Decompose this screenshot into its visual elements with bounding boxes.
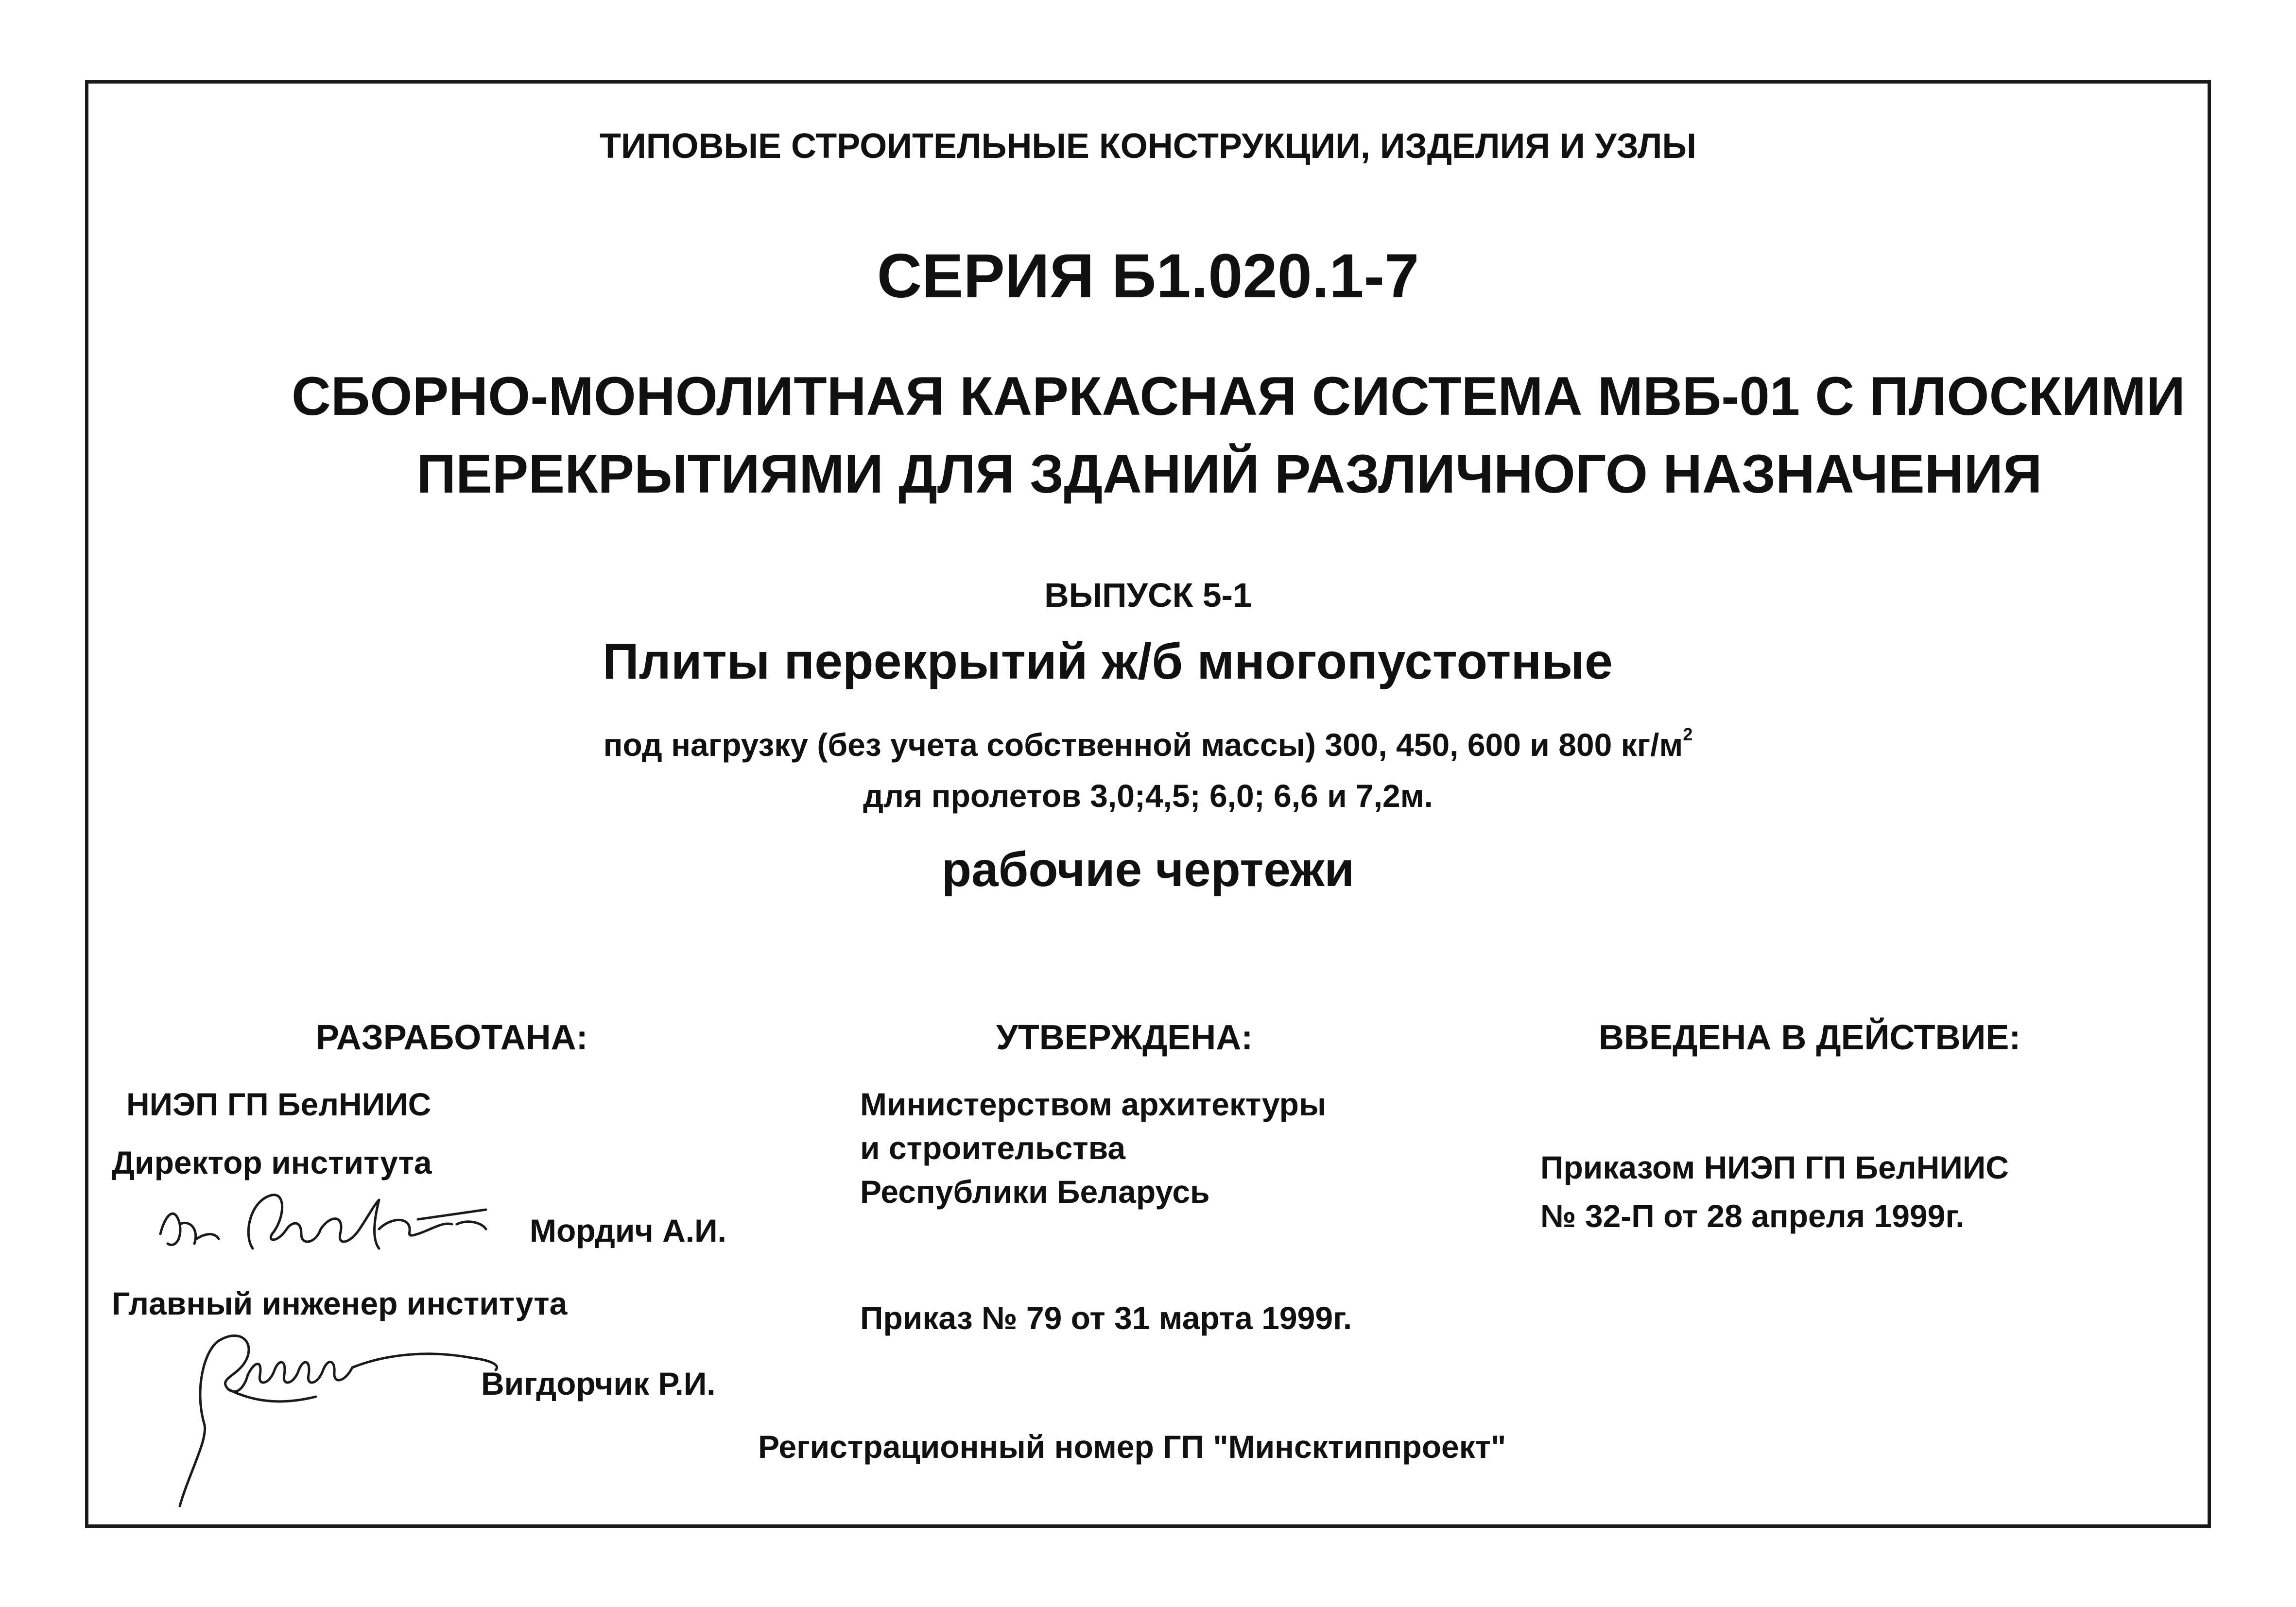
series-title: СЕРИЯ Б1.020.1-7: [877, 241, 1419, 311]
enacted-line-2: № 32-П от 28 апреля 1999г.: [1540, 1198, 1965, 1234]
span-line: для пролетов 3,0;4,5; 6,0; 6,6 и 7,2м.: [863, 778, 1433, 814]
approved-line-2: и строительства: [860, 1130, 1126, 1166]
approved-order: Приказ № 79 от 31 марта 1999г.: [860, 1300, 1352, 1336]
approved-line-3: Республики Беларусь: [860, 1174, 1210, 1210]
registration-number: Регистрационный номер ГП "Минсктиппроект": [758, 1429, 1506, 1465]
chief-engineer-name: Вигдорчик Р.И.: [481, 1366, 716, 1402]
issue-number: ВЫПУСК 5-1: [1044, 576, 1252, 614]
system-title-line-1: СБОРНО-МОНОЛИТНАЯ КАРКАСНАЯ СИСТЕМА МВБ-01 С ПЛОСКИМИ: [292, 366, 2185, 427]
approved-line-1: Министерством архитектуры: [860, 1086, 1327, 1122]
enacted-line-1: Приказом НИЭП ГП БелНИИС: [1540, 1149, 2009, 1185]
approved-heading: УТВЕРЖДЕНА:: [996, 1018, 1253, 1057]
drawings-label: рабочие чертежи: [941, 842, 1355, 897]
chief-engineer-signature: [160, 1312, 510, 1516]
load-line: [0, 724, 2296, 763]
developer-organization: НИЭП ГП БелНИИС: [126, 1086, 432, 1122]
load-line-text: под нагрузку (без учета собственной массы) 300, 450, 600 и 800 кг/м: [603, 727, 1683, 763]
chief-engineer-title: Главный инженер института: [112, 1285, 568, 1321]
enacted-heading: ВВЕДЕНА В ДЕЙСТВИЕ:: [1599, 1018, 2021, 1057]
developed-heading: РАЗРАБОТАНА:: [316, 1018, 588, 1057]
product-title: Плиты перекрытий ж/б многопустотные: [603, 633, 1613, 690]
director-name: Мордич А.И.: [530, 1213, 726, 1248]
system-title-line-2: ПЕРЕКРЫТИЯМИ ДЛЯ ЗДАНИЙ РАЗЛИЧНОГО НАЗНАЧЕНИЯ: [416, 444, 2042, 504]
director-signature: [146, 1176, 515, 1273]
header-line: ТИПОВЫЕ СТРОИТЕЛЬНЫЕ КОНСТРУКЦИИ, ИЗДЕЛИЯ И УЗЛЫ: [600, 127, 1696, 166]
load-unit-superscript: 2: [1683, 724, 1693, 744]
director-title: Директор института: [112, 1145, 432, 1180]
